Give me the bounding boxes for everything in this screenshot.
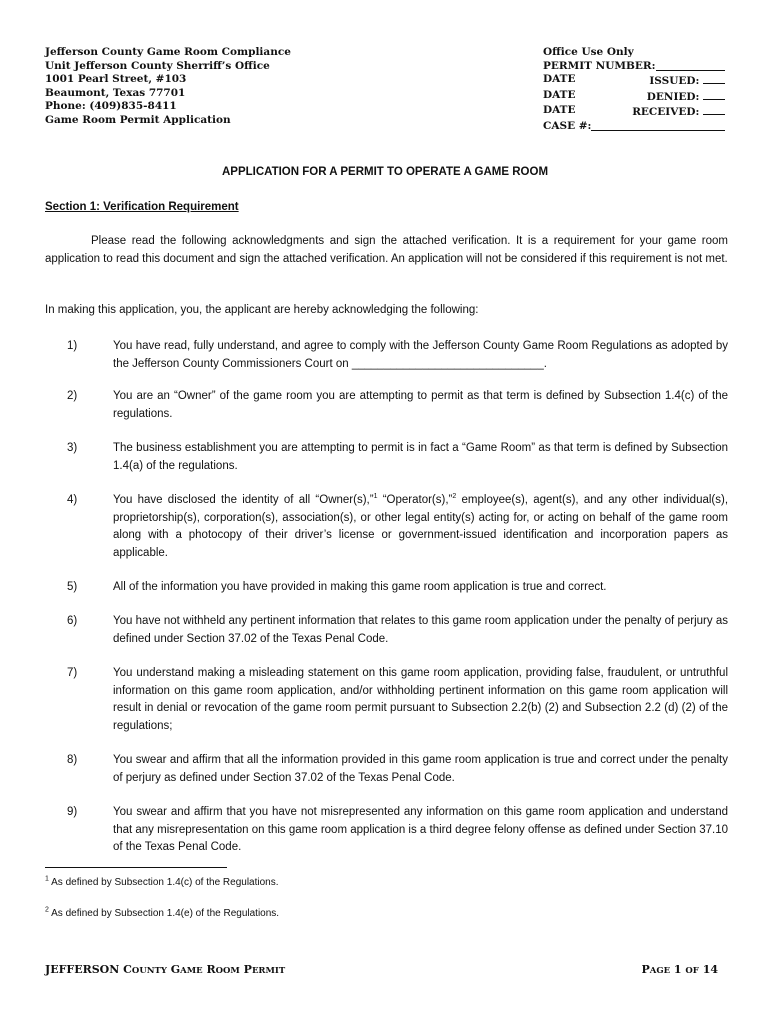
case-field[interactable] <box>591 120 725 131</box>
page-title: APPLICATION FOR A PERMIT TO OPERATE A GAME ROOM <box>221 166 549 178</box>
address-line: Jefferson County Game Room Compliance <box>45 46 291 58</box>
address-line: Unit Jefferson County Sherriff’s Office <box>45 59 270 72</box>
item-text: All of the information you have provided in making this game room application is true and correct. <box>113 581 607 593</box>
item-text: You are an “Owner” of the game room you are attempting to permit as that term is defined by Subsection 1.4(c) of the regulations. <box>113 390 728 420</box>
permit-number-field[interactable] <box>656 60 726 71</box>
intro-paragraph: Please read the following acknowledgments and sign the attached verification. It is a requirement for your game room application to read this document and sign the attached verification. An application will not be considered if this requirement is not met. <box>45 235 728 265</box>
date-label: DATE <box>543 88 576 101</box>
footer-text: AGE <box>649 966 671 976</box>
item-number: 3) <box>67 442 78 454</box>
item-text <box>113 492 728 562</box>
footer-text: JEFFERSON <box>45 963 120 976</box>
list-item <box>45 338 728 373</box>
page-number <box>641 963 718 976</box>
list-item <box>45 388 728 423</box>
footnote <box>45 908 279 919</box>
item-text: You understand making a misleading statement on this game room application, providing false, fraudulent, or untruthful information on this game room application, and/or withholding pertinent information on this game room application will result in denial or revocation of the game room permit pursuant to Subsection 2.2(b) (2) and Subsection 2.2 (d) (2) of the regulations; <box>113 667 728 732</box>
permit-number-row <box>543 60 725 74</box>
item-text-part: “Operator(s),” <box>377 494 453 506</box>
list-item <box>45 440 728 475</box>
footnote <box>45 877 279 888</box>
lead-paragraph: In making this application, you, the applicant are hereby acknowledging the following: <box>45 304 479 316</box>
footnote-ref: 2 <box>452 493 457 501</box>
item-number: 5) <box>67 581 78 593</box>
issued-row <box>543 73 725 89</box>
item-number: 4) <box>67 494 78 506</box>
office-use-label: Office Use Only <box>543 46 634 58</box>
footer-text: OOM <box>215 966 240 976</box>
item-text: The business establishment you are attempting to permit is in fact a “Game Room” as that term is defined by Subsection 1.4(a) of the regulations. <box>113 442 728 472</box>
office-address-block <box>45 46 291 128</box>
item-number: 2) <box>67 390 78 402</box>
issued-label: ISSUED: <box>649 75 700 88</box>
footer-text: P <box>641 963 650 976</box>
item-text-part: employee(s), agent(s), and any other individual(s), proprietorship(s), corporation(s), association(s), or other legal entity(s) acting for, or acting on behalf of the game room along with a photocopy of their driver’s license or government-issued identification and incorporation papers as applicable. <box>113 494 729 559</box>
footer-text: R <box>202 963 216 976</box>
item-text-part: You have disclosed the identity of all “Owner(s),” <box>113 494 374 506</box>
received-row <box>543 104 725 120</box>
footer-text: P <box>239 963 252 976</box>
address-line: 1001 Pearl Street, #103 <box>45 73 187 86</box>
footer-text: ERMIT <box>251 966 286 976</box>
issued-field[interactable] <box>703 73 725 84</box>
footnote-mark: 1 <box>45 875 49 883</box>
item-text: You have not withheld any pertinent information that relates to this game room application under the penalty of perjury as defined under Section 37.02 of the Texas Penal Code. <box>113 615 728 645</box>
address-line: Phone: (409)835-8411 <box>45 100 177 113</box>
item-number: 7) <box>67 667 78 679</box>
section-heading: Section 1: Verification Requirement <box>45 201 239 213</box>
list-item <box>45 492 728 562</box>
received-field[interactable] <box>703 104 725 115</box>
footer-title <box>45 963 285 976</box>
footnote-text: As defined by Subsection 1.4(c) of the Regulations. <box>51 877 279 888</box>
list-item <box>45 804 728 857</box>
footnote-mark: 2 <box>45 906 49 914</box>
received-label: RECEIVED: <box>632 106 700 119</box>
list-item <box>45 579 728 597</box>
item-number: 1) <box>67 340 78 352</box>
footnote-divider <box>45 867 227 868</box>
item-number: 8) <box>67 754 78 766</box>
footer-text: C <box>119 963 132 976</box>
address-line: Game Room Permit Application <box>45 113 231 126</box>
denied-label: DENIED: <box>646 90 700 103</box>
list-item <box>45 613 728 648</box>
denied-field[interactable] <box>703 89 725 100</box>
footer-text: OF <box>685 966 699 976</box>
footer-text: 14 <box>698 963 718 976</box>
item-text: You swear and affirm that you have not misrepresented any information on this game room application and understand that any misrepresentation on this game room application is a third degree felony offense as defined under Section 37.10 of the Texas Penal Code. <box>113 806 728 853</box>
denied-row <box>543 89 725 105</box>
footer-text: OUNTY <box>131 966 167 976</box>
footer-text: AME <box>180 966 203 976</box>
list-item <box>45 665 728 735</box>
footnote-ref: 1 <box>373 493 378 501</box>
item-text: You swear and affirm that all the information provided in this game room application is true and correct under the penalty of perjury as defined under Section 37.02 of the Texas Penal Code. <box>113 754 728 784</box>
item-number: 6) <box>67 615 78 627</box>
footer-text: G <box>166 963 181 976</box>
item-text: You have read, fully understand, and agree to comply with the Jefferson County Game Room Regulations as adopted by the Jefferson County Commissioners Court on ______________________________. <box>113 340 728 370</box>
permit-number-label: PERMIT NUMBER: <box>543 59 656 72</box>
case-row <box>543 120 725 134</box>
case-label: CASE #: <box>543 119 592 132</box>
footnote-text: As defined by Subsection 1.4(e) of the Regulations. <box>51 908 280 919</box>
footer-text: 1 <box>670 963 686 976</box>
list-item <box>45 752 728 787</box>
item-number: 9) <box>67 806 78 818</box>
office-use-block <box>543 46 725 134</box>
date-label: DATE <box>543 104 576 117</box>
date-label: DATE <box>543 73 576 86</box>
address-line: Beaumont, Texas 77701 <box>45 86 186 99</box>
